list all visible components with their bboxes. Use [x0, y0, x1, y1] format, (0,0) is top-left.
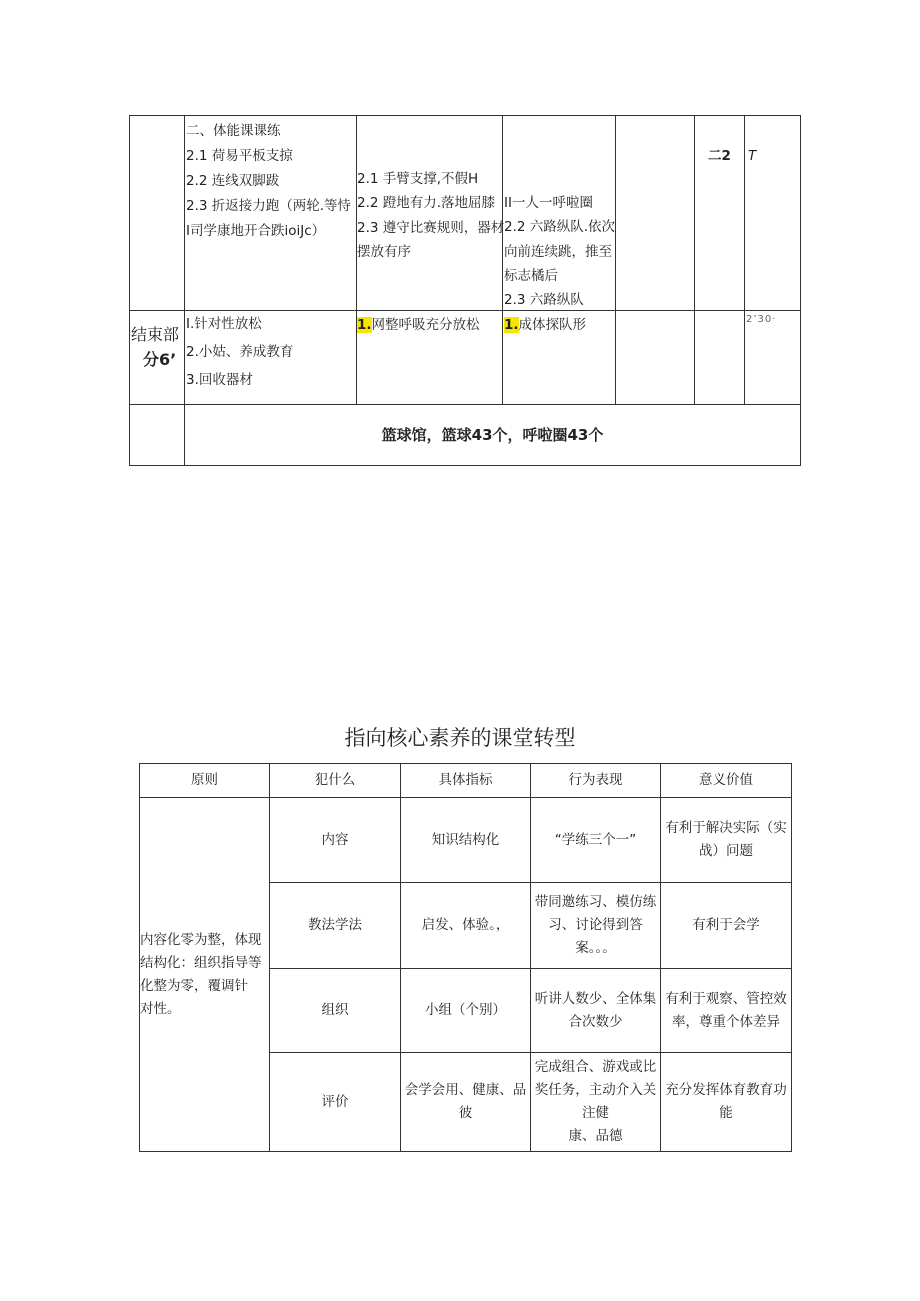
- indicator-cell: [401, 1053, 530, 1151]
- value-cell: [661, 1053, 791, 1151]
- value-cell: [661, 969, 791, 1052]
- organization-line: 2.2 六路纵队.依次: [504, 219, 616, 235]
- principle-cell: [140, 798, 269, 1151]
- indicator-cell: 启发、体验。，: [421, 917, 510, 933]
- highlight-number: 1.: [504, 317, 519, 333]
- content-line: 2.2 连线双脚跋: [186, 173, 280, 189]
- organization-line: [504, 313, 586, 337]
- lesson-table-vline: [615, 115, 616, 404]
- column-header: 犯什么: [314, 772, 356, 788]
- value-line: 率，尊重个体差异: [672, 1013, 780, 1030]
- value-line: 有利于解决实际（实: [665, 820, 787, 836]
- what-cell: 教法学法: [308, 917, 362, 933]
- requirement-line: 摆放有序: [357, 244, 411, 260]
- organization-line: 2.3 六路纵队: [504, 292, 584, 308]
- value-cell: 有利于会学: [692, 917, 760, 933]
- column-header: 具体指标: [438, 772, 493, 788]
- content-line: 2.3 折返接力跑（两轮.等恃: [186, 198, 352, 214]
- column-header: 原则: [191, 772, 218, 788]
- behavior-cell: “学练三个一”: [554, 831, 637, 848]
- column-header: 行为表现: [568, 772, 623, 788]
- principle-line: 化整为零，覆调针: [140, 977, 248, 994]
- page-title: 指向核心素养的课堂转型: [344, 726, 576, 750]
- behavior-line: 听讲人数少、全体集: [534, 990, 657, 1007]
- lesson-table-border-right: [800, 115, 801, 466]
- requirement-line: 2.1 手臂支撑,不假H: [357, 171, 479, 187]
- indicator-cell: 知识结构化: [431, 831, 500, 848]
- equipment-text: 篮球馆，篮球43个，呼啦圈43个: [381, 425, 604, 444]
- time-value: 二2: [708, 148, 731, 164]
- behavior-line: 完成组合、游戏或比: [534, 1059, 657, 1075]
- value-line: 有利于观察、管控效: [665, 990, 787, 1007]
- behavior-line: 奖任务，主动介入关: [534, 1082, 657, 1098]
- lesson-table-hline: [129, 310, 801, 311]
- behavior-line: 习、讨论得到答: [548, 917, 643, 933]
- content-line: 二、体能课课练: [186, 123, 281, 139]
- lesson-table-vline: [694, 115, 695, 404]
- organization-line: II一人一呼啦圈: [504, 195, 593, 211]
- indicator-line: 彼: [458, 1105, 473, 1121]
- behavior-cell: [531, 1053, 660, 1151]
- organization-line: 向前连续跳，推至: [504, 244, 612, 260]
- organization-line: 标志橘后: [504, 268, 558, 284]
- requirement-line: 2.2 蹬地有力.落地屈膝: [357, 195, 496, 211]
- lesson-table-border-bottom: [129, 465, 801, 466]
- core-table-border-right: [791, 763, 792, 1152]
- requirement-text: 网整呼吸充分放松: [371, 317, 480, 333]
- requirement-line: [357, 313, 480, 337]
- intensity-value: T: [748, 148, 757, 164]
- behavior-line: 带同邀练习、模仿练: [534, 894, 657, 910]
- highlight-number: 1.: [357, 317, 372, 333]
- requirement-line: 2.3 遵守比赛规则，器材: [357, 220, 505, 236]
- behavior-cell: [531, 883, 660, 968]
- indicator-cell: 小组（个别）: [425, 1002, 506, 1018]
- principle-line: 对性。: [140, 1000, 181, 1017]
- time-intensity-value: 2’30·: [746, 314, 777, 325]
- indicator-line: 会学会用、健康、品: [404, 1082, 527, 1098]
- core-table-border-bottom: [139, 1151, 792, 1152]
- lesson-table-vline: [744, 115, 745, 404]
- value-line: 战）问题: [699, 843, 753, 859]
- lesson-table-border-top: [129, 115, 801, 116]
- section-label: 结束部: [131, 325, 180, 344]
- lesson-table-border-left: [129, 115, 130, 466]
- column-header: 意义价值: [699, 772, 753, 788]
- organization-text: 成体探队形: [518, 317, 587, 333]
- what-cell: 组织: [321, 1002, 349, 1018]
- behavior-line: 合次数少: [568, 1013, 623, 1030]
- content-line: I司学康地开合跌ioiJc）: [186, 223, 326, 239]
- what-cell: 评价: [321, 1093, 349, 1110]
- behavior-line: 案。。。: [575, 940, 616, 956]
- content-line: 2.小姑、养成教育: [186, 344, 294, 360]
- principle-line: 内容化零为整，体现: [140, 931, 262, 948]
- content-line: I.针对性放松: [186, 316, 262, 332]
- what-cell: 内容: [321, 831, 349, 848]
- content-line: 2.1 荷易平板支掠: [186, 148, 293, 164]
- behavior-cell: [531, 969, 660, 1052]
- value-cell: [661, 798, 791, 882]
- content-line: 3.回收器材: [186, 372, 253, 388]
- principle-line: 结构化：组织指导等: [140, 954, 262, 971]
- behavior-line: 注健: [582, 1105, 609, 1121]
- lesson-table-vline: [502, 115, 503, 404]
- behavior-line: 康、品德: [568, 1128, 623, 1144]
- value-line: 能: [719, 1105, 733, 1121]
- value-line: 充分发挥体育教育功: [665, 1082, 787, 1098]
- section-label: 分6’: [143, 350, 177, 369]
